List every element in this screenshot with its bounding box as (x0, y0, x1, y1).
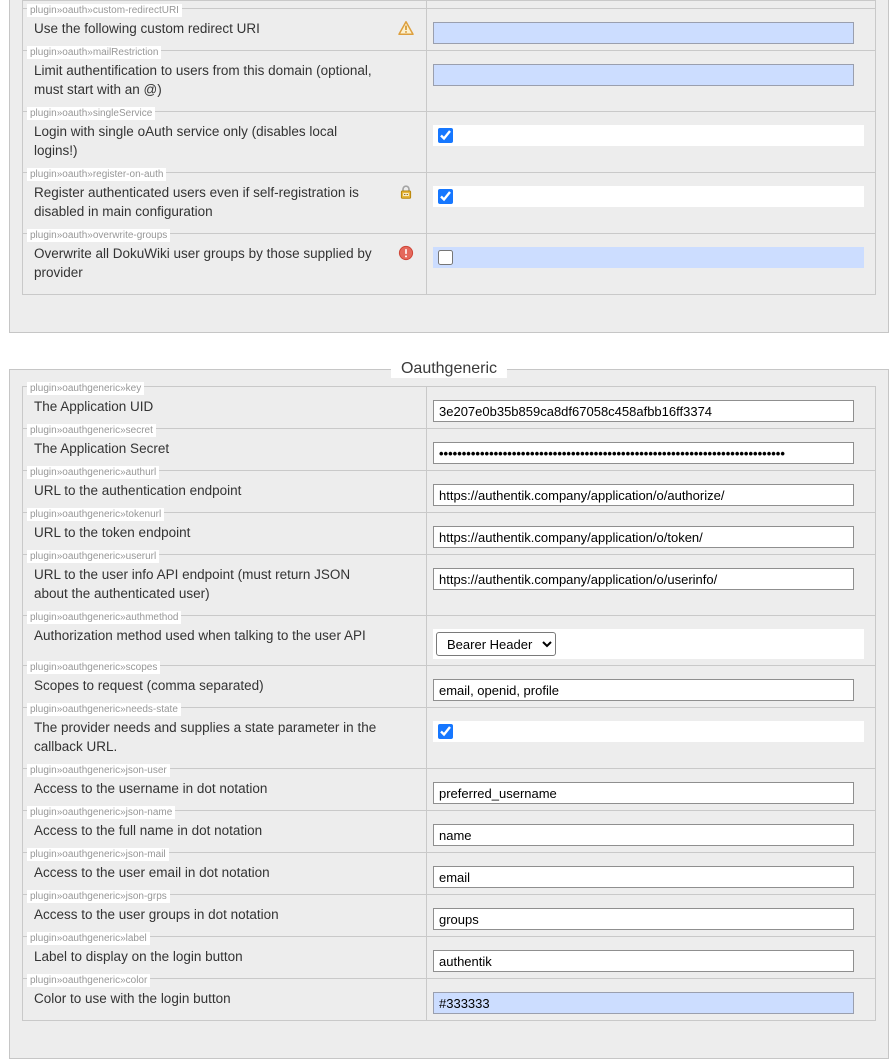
setting-key: plugin»oauthgeneric»key (27, 382, 144, 395)
setting-key: plugin»oauth»register-on-auth (27, 168, 166, 181)
setting-label: Use the following custom redirect URI (34, 21, 260, 36)
auth-url-input[interactable] (433, 484, 854, 506)
oauth-settings-section (9, 0, 889, 333)
setting-row-login-color (23, 975, 875, 1020)
setting-key: plugin»oauthgeneric»json-name (27, 806, 175, 819)
setting-row-token-url (23, 509, 875, 554)
needs-state-checkbox[interactable] (438, 724, 453, 739)
setting-row-mail-restriction (23, 47, 875, 111)
setting-label: Register authenticated users even if self-registration is disabled in main configuration (34, 185, 359, 219)
overwrite-groups-checkbox[interactable] (438, 250, 453, 265)
setting-row-register-on-auth (23, 169, 875, 233)
checkbox-field (433, 125, 864, 146)
lock-icon (398, 184, 414, 200)
setting-key: plugin»oauth»mailRestriction (27, 46, 161, 59)
register-on-auth-checkbox[interactable] (438, 189, 453, 204)
json-user-input[interactable] (433, 782, 854, 804)
setting-row-single-service (23, 108, 875, 172)
setting-key: plugin»oauth»custom-redirectURI (27, 4, 182, 17)
setting-label: The provider needs and supplies a state parameter in the callback URL. (34, 720, 377, 754)
setting-key: plugin»oauthgeneric»scopes (27, 661, 160, 674)
setting-label: Color to use with the login button (34, 991, 231, 1006)
setting-key: plugin»oauthgeneric»json-mail (27, 848, 169, 861)
setting-key: plugin»oauthgeneric»authmethod (27, 611, 181, 624)
setting-label: Access to the user email in dot notation (34, 865, 270, 880)
setting-row-json-mail (23, 849, 875, 894)
checkbox-field (433, 186, 864, 207)
setting-label: URL to the user info API endpoint (must return JSON about the authenticated user) (34, 567, 351, 601)
user-url-input[interactable] (433, 568, 854, 590)
setting-key: plugin»oauthgeneric»label (27, 932, 150, 945)
json-name-input[interactable] (433, 824, 854, 846)
setting-row-custom-redirect-uri (23, 5, 875, 50)
setting-row-overwrite-groups (23, 230, 875, 294)
checkbox-field (433, 247, 864, 268)
setting-label: Scopes to request (comma separated) (34, 678, 264, 693)
json-grps-input[interactable] (433, 908, 854, 930)
setting-key: plugin»oauthgeneric»userurl (27, 550, 159, 563)
custom-redirect-uri-input[interactable] (433, 22, 854, 44)
setting-key: plugin»oauthgeneric»needs-state (27, 703, 181, 716)
setting-row-json-name (23, 807, 875, 852)
setting-row-user-url (23, 551, 875, 615)
token-url-input[interactable] (433, 526, 854, 548)
mail-restriction-input[interactable] (433, 64, 854, 86)
login-button-color-input[interactable] (433, 992, 854, 1014)
setting-row-auth-method (23, 612, 875, 665)
single-service-checkbox[interactable] (438, 128, 453, 143)
oauthgeneric-settings-table (22, 383, 876, 1021)
setting-row-application-secret (23, 425, 875, 470)
oauth-settings-table (22, 0, 876, 295)
setting-label: Access to the user groups in dot notation (34, 907, 279, 922)
warning-icon (398, 20, 414, 36)
setting-row-json-grps (23, 891, 875, 936)
application-secret-input[interactable] (433, 442, 854, 464)
setting-key: plugin»oauthgeneric»json-grps (27, 890, 170, 903)
setting-row-json-user (23, 765, 875, 810)
oauthgeneric-settings-section (9, 360, 889, 1059)
auth-method-select[interactable] (436, 632, 556, 656)
setting-row-auth-url (23, 467, 875, 512)
setting-key: plugin»oauthgeneric»secret (27, 424, 156, 437)
setting-label: Access to the full name in dot notation (34, 823, 263, 838)
setting-key: plugin»oauthgeneric»tokenurl (27, 508, 164, 521)
setting-label: Overwrite all DokuWiki user groups by those supplied by provider (34, 246, 372, 280)
setting-key: plugin»oauthgeneric»color (27, 974, 150, 987)
json-mail-input[interactable] (433, 866, 854, 888)
error-icon (398, 245, 414, 261)
setting-key: plugin»oauthgeneric»json-user (27, 764, 170, 777)
setting-label: URL to the token endpoint (34, 525, 191, 540)
setting-label: Authorization method used when talking to the user API (34, 628, 366, 643)
login-button-label-input[interactable] (433, 950, 854, 972)
select-field (433, 629, 864, 659)
checkbox-field (433, 721, 864, 742)
section-legend-oauthgeneric: Oauthgeneric (391, 360, 507, 378)
setting-label: Login with single oAuth service only (disables local logins!) (34, 124, 338, 158)
setting-row-needs-state (23, 704, 875, 768)
setting-label: Label to display on the login button (34, 949, 243, 964)
setting-row-login-label (23, 933, 875, 978)
setting-row-application-uid (23, 383, 875, 428)
setting-key: plugin»oauthgeneric»authurl (27, 466, 159, 479)
setting-row-scopes (23, 662, 875, 707)
setting-label: Limit authentification to users from this domain (optional, must start with an @) (34, 63, 372, 97)
setting-key: plugin»oauth»singleService (27, 107, 155, 120)
setting-label: The Application UID (34, 399, 154, 414)
application-uid-input[interactable] (433, 400, 854, 422)
setting-label: Access to the username in dot notation (34, 781, 268, 796)
setting-key: plugin»oauth»overwrite-groups (27, 229, 170, 242)
scopes-input[interactable] (433, 679, 854, 701)
setting-label: URL to the authentication endpoint (34, 483, 242, 498)
setting-label: The Application Secret (34, 441, 170, 456)
